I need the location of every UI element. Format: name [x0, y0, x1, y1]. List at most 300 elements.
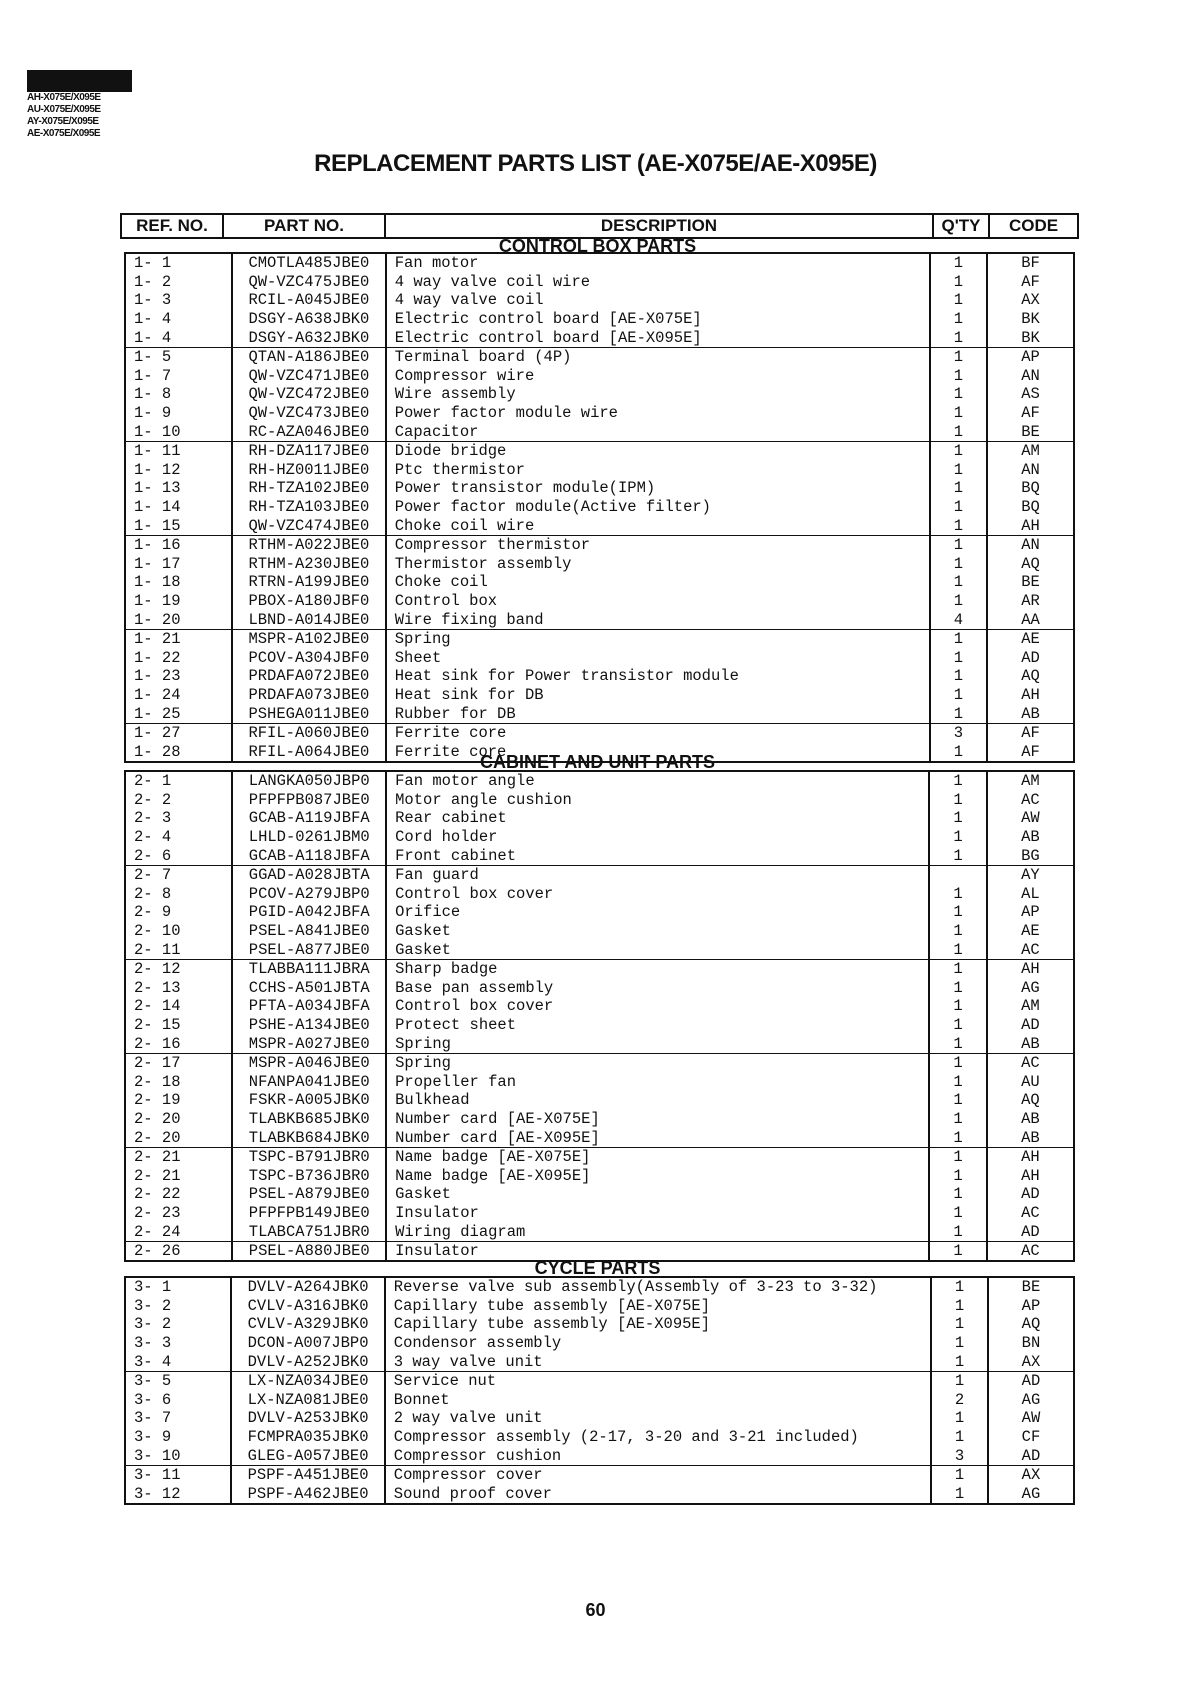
ref-no: 3- 2 [134, 1315, 172, 1334]
price-code: BK [987, 328, 1074, 347]
price-code: AB [987, 704, 1074, 723]
price-code: AM [987, 997, 1074, 1016]
part-no: PCOV-A279JBP0 [232, 885, 386, 904]
price-code: AF [987, 723, 1074, 742]
price-code: AB [987, 1110, 1074, 1129]
description: Propeller fan [386, 1073, 929, 1092]
price-code: AS [987, 385, 1074, 404]
ref-no: 1- 7 [134, 366, 172, 385]
table-row [125, 1091, 1074, 1110]
description: Wire fixing band [386, 610, 930, 629]
quantity: 4 [930, 610, 987, 629]
ref-no: 1- 4 [134, 310, 172, 329]
part-no: FCMPRA035JBK0 [231, 1428, 384, 1447]
part-no: TLABCA751JBR0 [232, 1222, 386, 1241]
part-no: MSPR-A046JBE0 [232, 1053, 386, 1072]
table-row [125, 1315, 1074, 1334]
description: Number card [AE-X075E] [386, 1110, 929, 1129]
table-row [125, 555, 1074, 574]
part-no: PFPFPB149JBE0 [232, 1204, 386, 1223]
table-row [125, 903, 1074, 922]
table-row [125, 1110, 1074, 1129]
quantity: 1 [929, 1222, 987, 1241]
part-no: TLABBA111JBRA [232, 959, 386, 978]
part-no: QW-VZC472JBE0 [232, 385, 386, 404]
part-no: MSPR-A102JBE0 [232, 629, 386, 648]
table-row [125, 535, 1074, 554]
part-no: PFPFPB087JBE0 [232, 791, 386, 810]
part-no: CVLV-A316JBK0 [231, 1297, 384, 1316]
description: 4 way valve coil [386, 291, 930, 310]
table-row [125, 997, 1074, 1016]
part-no: LANGKA050JBP0 [232, 771, 386, 791]
part-no: RTHM-A022JBE0 [232, 535, 386, 554]
quantity: 1 [930, 328, 987, 347]
description: Reverse valve sub assembly(Assembly of 3-23 to 3-32) [385, 1277, 931, 1297]
part-no: RCIL-A045JBE0 [232, 291, 386, 310]
part-no: PSHEGA011JBE0 [232, 704, 386, 723]
description: Protect sheet [386, 1016, 929, 1035]
quantity: 1 [929, 791, 987, 810]
description: Spring [386, 629, 930, 648]
price-code: AW [987, 809, 1074, 828]
price-code: AB [987, 1128, 1074, 1147]
part-no: MSPR-A027JBE0 [232, 1034, 386, 1053]
price-code: AC [987, 1241, 1074, 1261]
price-code: BK [987, 310, 1074, 329]
price-code: AH [987, 1147, 1074, 1166]
price-code: BQ [987, 498, 1074, 517]
price-code: AG [988, 1485, 1074, 1505]
part-no: DVLV-A252JBK0 [231, 1352, 384, 1371]
part-no: DSGY-A638JBK0 [232, 310, 386, 329]
ref-no: 1- 2 [134, 272, 172, 291]
quantity: 1 [929, 903, 987, 922]
ref-no: 1- 18 [134, 573, 181, 592]
part-no: CMOTLA485JBE0 [232, 253, 386, 273]
description: Fan motor [386, 253, 930, 273]
quantity: 1 [929, 809, 987, 828]
description: Name badge [AE-X075E] [386, 1147, 929, 1166]
description: Name badge [AE-X095E] [386, 1166, 929, 1185]
description: Terminal board (4P) [386, 347, 930, 366]
price-code: AH [987, 516, 1074, 535]
part-no: CCHS-A501JBTA [232, 979, 386, 998]
col-code: CODE [1008, 216, 1059, 235]
quantity: 1 [930, 667, 987, 686]
description: Compressor cushion [385, 1446, 931, 1465]
part-no: LX-NZA034JBE0 [231, 1371, 384, 1390]
section-title: CYCLE PARTS [534, 1258, 661, 1278]
table-row [125, 592, 1074, 611]
description: Wire assembly [386, 385, 930, 404]
description: Fan guard [386, 865, 929, 884]
part-no: DSGY-A632JBK0 [232, 328, 386, 347]
price-code: AP [987, 347, 1074, 366]
description: 3 way valve unit [385, 1352, 931, 1371]
price-code: AF [987, 273, 1074, 292]
ref-no: 1- 9 [134, 404, 172, 423]
description: Power factor module wire [386, 404, 930, 423]
price-code: AH [987, 959, 1074, 978]
price-code: AE [987, 922, 1074, 941]
price-code: BN [988, 1334, 1074, 1353]
ref-no: 1- 3 [134, 291, 172, 310]
description: 2 way valve unit [385, 1409, 931, 1428]
table-row [125, 1352, 1074, 1371]
ref-no: 3- 9 [134, 1428, 172, 1447]
price-code: AC [987, 1053, 1074, 1072]
ref-no: 1- 13 [134, 479, 181, 498]
ref-no: 1- 23 [134, 667, 181, 686]
description: Capillary tube assembly [AE-X095E] [385, 1315, 931, 1334]
quantity: 1 [929, 846, 987, 865]
ref-no: 1- 4 [134, 328, 172, 347]
ref-no: 3- 5 [125, 1371, 231, 1390]
quantity: 1 [930, 573, 987, 592]
ref-no: 2- 15 [134, 1016, 181, 1035]
price-code: AN [987, 367, 1074, 386]
table-row [125, 1034, 1074, 1053]
ref-no: 2- 2 [134, 790, 172, 809]
part-no: TLABKB684JBK0 [232, 1128, 386, 1147]
ref-no: 2- 1 [134, 772, 172, 791]
table-row [125, 959, 1074, 978]
description: Diode bridge [386, 441, 930, 460]
description: Choke coil wire [386, 516, 930, 535]
ref-no: 1- 10 [134, 422, 181, 441]
quantity: 1 [930, 742, 987, 762]
price-code: AD [987, 1016, 1074, 1035]
price-code: AN [987, 535, 1074, 554]
description: Bulkhead [386, 1091, 929, 1110]
quantity: 1 [931, 1371, 988, 1390]
part-no: RH-TZA102JBE0 [232, 479, 386, 498]
quantity: 1 [931, 1465, 988, 1484]
description: Condensor assembly [385, 1334, 931, 1353]
table-row [125, 1277, 1074, 1297]
ref-no: 1- 1 [134, 254, 172, 273]
table-row [125, 846, 1074, 865]
quantity: 1 [929, 922, 987, 941]
model-label: AE-X075E/X095E [27, 128, 101, 139]
price-code: AQ [987, 667, 1074, 686]
description: Gasket [386, 922, 929, 941]
quantity: 1 [929, 1166, 987, 1185]
part-no: DVLV-A253JBK0 [231, 1409, 384, 1428]
parts-table [124, 770, 1075, 1262]
part-no: GCAB-A119JBFA [232, 809, 386, 828]
table-row [125, 771, 1074, 791]
description: Choke coil [386, 573, 930, 592]
description: Compressor wire [386, 367, 930, 386]
quantity: 1 [931, 1315, 988, 1334]
price-code: AH [987, 686, 1074, 705]
ref-no: 1- 15 [134, 516, 181, 535]
price-code: AC [987, 791, 1074, 810]
ref-no: 2- 7 [125, 865, 232, 884]
quantity: 1 [929, 1053, 987, 1072]
quantity: 1 [930, 253, 987, 273]
quantity: 1 [930, 686, 987, 705]
ref-no: 2- 20 [134, 1109, 181, 1128]
ref-no: 3- 10 [134, 1446, 181, 1465]
part-no: QW-VZC474JBE0 [232, 516, 386, 535]
ref-no: 2- 4 [134, 828, 172, 847]
table-row [125, 1409, 1074, 1428]
price-code: AL [987, 885, 1074, 904]
ref-no: 2- 10 [134, 922, 181, 941]
part-no: PSEL-A841JBE0 [232, 922, 386, 941]
price-code: AP [987, 903, 1074, 922]
price-code: AQ [987, 1091, 1074, 1110]
table-row [125, 479, 1074, 498]
quantity: 1 [931, 1485, 988, 1505]
ref-no: 1- 11 [125, 441, 232, 460]
price-code: AE [987, 629, 1074, 648]
quantity: 1 [930, 555, 987, 574]
description: Insulator [386, 1241, 929, 1261]
ref-no: 1- 5 [125, 347, 232, 366]
part-no: RTHM-A230JBE0 [232, 555, 386, 574]
price-code: AX [988, 1352, 1074, 1371]
quantity: 1 [930, 441, 987, 460]
description: Gasket [386, 1185, 929, 1204]
part-no: PGID-A042JBFA [232, 903, 386, 922]
table-row [125, 1073, 1074, 1092]
table-row [125, 940, 1074, 959]
ref-no: 1- 27 [125, 723, 232, 742]
price-code: AM [987, 771, 1074, 791]
table-row [125, 809, 1074, 828]
price-code: AP [988, 1297, 1074, 1316]
ref-no: 2- 3 [134, 809, 172, 828]
table-row [125, 979, 1074, 998]
table-row [125, 1485, 1074, 1505]
table-row [125, 291, 1074, 310]
ref-no: 2- 22 [134, 1185, 181, 1204]
quantity: 1 [930, 629, 987, 648]
description: Sharp badge [386, 959, 929, 978]
table-row [125, 328, 1074, 347]
part-no: DVLV-A264JBK0 [231, 1277, 384, 1297]
part-no: PSEL-A877JBE0 [232, 940, 386, 959]
col-part: PART NO. [224, 215, 386, 237]
ref-no: 2- 17 [125, 1053, 232, 1072]
table-row [125, 1147, 1074, 1166]
price-code: BQ [987, 479, 1074, 498]
price-code: AD [988, 1371, 1074, 1390]
price-code: AM [987, 441, 1074, 460]
table-row [125, 1053, 1074, 1072]
part-no: RH-TZA103JBE0 [232, 498, 386, 517]
part-no: LBND-A014JBE0 [232, 610, 386, 629]
ref-no: 1- 25 [134, 704, 181, 723]
description: Capacitor [386, 422, 930, 441]
ref-no: 2- 9 [134, 903, 172, 922]
description: Service nut [385, 1371, 931, 1390]
price-code: AD [987, 1185, 1074, 1204]
quantity: 3 [931, 1446, 988, 1465]
quantity: 1 [931, 1334, 988, 1353]
quantity: 1 [930, 347, 987, 366]
table-row [125, 629, 1074, 648]
table-row [125, 704, 1074, 723]
description: Control box [386, 592, 930, 611]
part-no: LHLD-0261JBM0 [232, 828, 386, 847]
table-row [125, 573, 1074, 592]
model-label: AH-X075E/X095E [27, 92, 101, 103]
col-desc: DESCRIPTION [386, 215, 934, 237]
ref-no: 3- 4 [134, 1352, 172, 1371]
price-code: AF [987, 742, 1074, 762]
ref-no: 1- 24 [134, 685, 181, 704]
description: Fan motor angle [386, 771, 929, 791]
description: Thermistor assembly [386, 555, 930, 574]
quantity: 1 [930, 479, 987, 498]
quantity [929, 865, 987, 884]
description: Wiring diagram [386, 1222, 929, 1241]
quantity: 1 [929, 1204, 987, 1223]
quantity: 1 [929, 959, 987, 978]
ref-no: 2- 21 [134, 1166, 181, 1185]
table-row [125, 310, 1074, 329]
table-row [125, 1465, 1074, 1484]
table-row [125, 667, 1074, 686]
price-code: AQ [987, 555, 1074, 574]
quantity: 1 [931, 1277, 988, 1297]
quantity: 1 [930, 404, 987, 423]
table-row [125, 1166, 1074, 1185]
ref-no: 2- 19 [134, 1091, 181, 1110]
ref-no: 3- 2 [134, 1296, 172, 1315]
quantity: 1 [930, 498, 987, 517]
price-code: AD [987, 1222, 1074, 1241]
table-row [125, 404, 1074, 423]
part-no: DCON-A007JBP0 [231, 1334, 384, 1353]
ref-no: 1- 28 [134, 742, 181, 761]
redacted-bar [27, 70, 132, 92]
ref-no: 3- 1 [134, 1278, 172, 1297]
part-no: RC-AZA046JBE0 [232, 422, 386, 441]
quantity: 1 [929, 1241, 987, 1261]
table-row [125, 723, 1074, 742]
quantity: 1 [929, 1128, 987, 1147]
description: Spring [386, 1034, 929, 1053]
part-no: RFIL-A060JBE0 [232, 723, 386, 742]
price-code: BG [987, 846, 1074, 865]
description: Number card [AE-X095E] [386, 1128, 929, 1147]
table-row [125, 1446, 1074, 1465]
ref-no: 3- 3 [134, 1334, 172, 1353]
section-title: CABINET AND UNIT PARTS [480, 752, 715, 772]
col-qty: Q'TY [934, 215, 990, 237]
quantity: 1 [931, 1428, 988, 1447]
ref-no: 2- 26 [125, 1241, 232, 1261]
part-no: TSPC-B736JBR0 [232, 1166, 386, 1185]
table-row [125, 516, 1074, 535]
price-code: AD [988, 1446, 1074, 1465]
ref-no: 1- 16 [125, 535, 232, 554]
price-code: AX [988, 1465, 1074, 1484]
price-code: AQ [988, 1315, 1074, 1334]
description: Base pan assembly [386, 979, 929, 998]
quantity: 1 [929, 1016, 987, 1035]
model-list [27, 70, 132, 140]
part-no: PRDAFA072JBE0 [232, 667, 386, 686]
quantity: 3 [930, 723, 987, 742]
quantity: 1 [929, 1034, 987, 1053]
table-row [125, 648, 1074, 667]
ref-no: 3- 12 [134, 1484, 181, 1503]
price-code: CF [988, 1428, 1074, 1447]
price-code: AX [987, 291, 1074, 310]
table-row [125, 1334, 1074, 1353]
ref-no: 2- 16 [134, 1034, 181, 1053]
quantity: 1 [929, 885, 987, 904]
description: Electric control board [AE-X095E] [386, 328, 930, 347]
ref-no: 1- 22 [134, 648, 181, 667]
table-row [125, 1128, 1074, 1147]
description: Control box cover [386, 885, 929, 904]
quantity: 1 [929, 1185, 987, 1204]
part-no: PSPF-A462JBE0 [231, 1485, 384, 1505]
table-row [125, 885, 1074, 904]
part-no: RTRN-A199JBE0 [232, 573, 386, 592]
quantity: 1 [929, 1110, 987, 1129]
price-code: AU [987, 1073, 1074, 1092]
description: Control box cover [386, 997, 929, 1016]
table-row [125, 1391, 1074, 1410]
ref-no: 3- 6 [134, 1390, 172, 1409]
page-title: REPLACEMENT PARTS LIST (AE-X075E/AE-X095E) [314, 150, 877, 177]
price-code: AG [987, 979, 1074, 998]
table-row [125, 1428, 1074, 1447]
table-row [125, 347, 1074, 366]
price-code: AH [987, 1166, 1074, 1185]
quantity: 1 [931, 1297, 988, 1316]
ref-no: 1- 14 [134, 498, 181, 517]
description: Ptc thermistor [386, 461, 930, 480]
ref-no: 1- 19 [134, 591, 181, 610]
part-no: QW-VZC475JBE0 [232, 273, 386, 292]
part-no: GCAB-A118JBFA [232, 846, 386, 865]
part-no: QTAN-A186JBE0 [232, 347, 386, 366]
quantity: 1 [931, 1352, 988, 1371]
part-no: GLEG-A057JBE0 [231, 1446, 384, 1465]
quantity: 1 [929, 997, 987, 1016]
quantity: 1 [929, 1073, 987, 1092]
part-no: LX-NZA081JBE0 [231, 1391, 384, 1410]
part-no: RH-HZ0011JBE0 [232, 461, 386, 480]
description: Front cabinet [386, 846, 929, 865]
part-no: PSEL-A880JBE0 [232, 1241, 386, 1261]
ref-no: 2- 14 [134, 997, 181, 1016]
description: Compressor cover [385, 1465, 931, 1484]
part-no: CVLV-A329JBK0 [231, 1315, 384, 1334]
table-row [125, 253, 1074, 273]
price-code: AB [987, 828, 1074, 847]
part-no: PBOX-A180JBF0 [232, 592, 386, 611]
quantity: 1 [930, 704, 987, 723]
description: Ferrite core [386, 723, 930, 742]
quantity: 1 [929, 828, 987, 847]
price-code: AR [987, 592, 1074, 611]
table-row [125, 385, 1074, 404]
quantity: 1 [930, 291, 987, 310]
description: Insulator [386, 1204, 929, 1223]
table-row [125, 791, 1074, 810]
